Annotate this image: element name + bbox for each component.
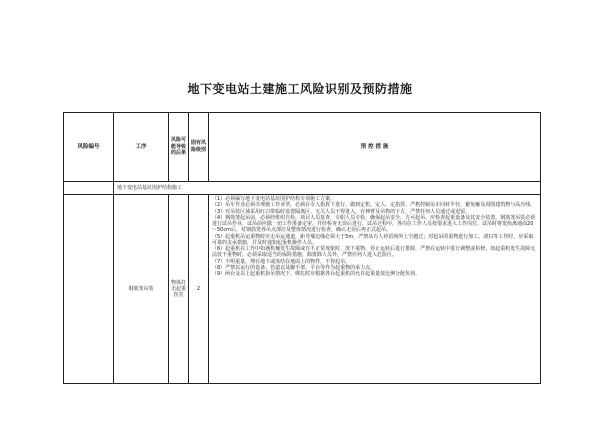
header-process: 工序 — [114, 113, 169, 182]
measure-item: （6）起重机在工作中如遇机械发生故障或有不正常现象时，放下重物、停止运转后进行排除，严禁在运转中进行调整或检修。如起重机发生故障无法放下重物时，必须采取适当的保险措施，除排除人员外，严禁任何人进入危险区。 — [212, 246, 536, 259]
cell-process: 钢筋笼吊装 — [114, 195, 169, 384]
document-title: 地下变电站土建施工风险识别及预防措施 — [187, 82, 413, 96]
header-measures: 预 控 措 施 — [209, 113, 541, 182]
table-header-row — [64, 113, 541, 182]
table-row — [64, 195, 541, 384]
header-possible-risk: 风险可能导致的后果 — [169, 113, 189, 182]
measure-item: （5）起重机吊运重物时应走吊运通道，距导墙边缘必须大于5m，严禁从有人停留场所上空越过；对起吊的重物进行加工、清扫等工作时，应采取可靠的支承措施，并及时通知起重机操作人员。 — [212, 233, 534, 246]
header-inherent-level: 固有风险级别 — [189, 113, 209, 182]
section-title: 地下变电站基坑围护结构施工 — [114, 182, 541, 195]
header-risk-id: 风险编号 — [64, 113, 114, 182]
measure-item: （8）严禁以运行的设备、管道以及脚手架、平台等作为起重物的承力点。 — [212, 264, 376, 271]
measure-item: （7）不明重量、埋在地下或冻结在地面上的物件，不得起吊。 — [212, 258, 351, 265]
cell-inherent-level: 2 — [189, 195, 209, 384]
section-row — [64, 182, 541, 195]
cell-risk-id — [64, 195, 114, 384]
measure-item: （1）必须编写地下变电站基坑围护结构专项施工方案。 — [212, 196, 336, 202]
cell-measures — [209, 195, 541, 384]
measure-item: （2）吊车作业必须办理施工作业票，必须在专人指挥下进行，做到定机、定人、定指挥，严格控制吊车回转半径，避免触及周围建筑物与高压线。 — [212, 202, 536, 209]
risk-table — [63, 112, 541, 384]
cell-possible-risk: 物体打击起重伤害 — [169, 195, 189, 384]
measure-item: （4）钢筋笼起吊前，必须经班组自检，项目人员复查，专职人员专检，确保起吊安全，方可起吊。应检查起重设备及其安全装置，钢筋笼吊装必须进行试吊作业，试吊前应做一切工作准备定审，并经检查无误后进行，试吊过程中，各岗位工作人员按要求进入工作岗位，试吊时将笼抬离地面20～50cm后，对钢筋笼各吊点部位及整体情况进行检查，确认无误后再正式起吊。 — [212, 214, 536, 234]
measure-item: （3）对吊装区域采用红白带临时设置隔离区，无关人员不得进入，在伸臂及吊物的下方，严禁任何人员通过或逗留。 — [212, 208, 471, 215]
measure-item: （9）两台及以上起重机抬吊情况下，绑扎时应根据各台起重机的允许起重量按比例分配负荷。 — [212, 271, 421, 277]
